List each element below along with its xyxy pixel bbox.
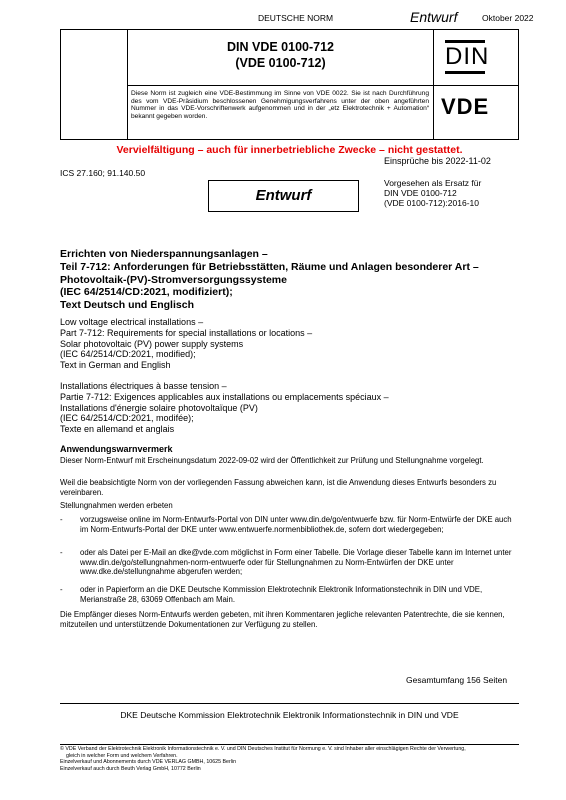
title-line: Photovoltaik-(PV)-Stromversorgungssysteme	[60, 273, 287, 286]
publication-date: Oktober 2022	[482, 13, 534, 23]
page-count: Gesamtumfang 156 Seiten	[406, 675, 508, 685]
footer-line: © VDE Verband der Elektrotechnik Elektronik Informationstechnik e. V. und DIN Deutsches Institut für Normung e. V. sind Inhaber aller einschlägigen Rechte der Verwertung,	[60, 746, 466, 752]
footer-line: Einzelverkauf und Abonnements durch VDE VERLAG GMBH, 10625 Berlin	[60, 759, 237, 766]
title-line: Text in German and English	[60, 360, 171, 371]
title-line: Part 7-712: Requirements for special installations or locations –	[60, 327, 313, 338]
title-french	[60, 381, 522, 435]
list-dash: -	[60, 585, 63, 594]
footer-line: Einzelverkauf auch durch Beuth Verlag GmbH, 10772 Berlin	[60, 766, 201, 773]
title-line: (IEC 64/2514/CD:2021, modifiziert);	[60, 286, 233, 299]
copy-notice: Vervielfältigung – auch für innerbetriebliche Zwecke – nicht gestattet.	[116, 144, 463, 156]
replacement-note	[384, 178, 481, 208]
din-logo	[445, 40, 490, 74]
replacement-line: Vorgesehen als Ersatz für	[384, 178, 482, 188]
list-dash: -	[60, 515, 63, 524]
list-dash: -	[60, 548, 63, 557]
title-line: Solar photovoltaic (PV) power supply systems	[60, 338, 244, 349]
title-line: (IEC 64/2514/CD:2021, modified);	[60, 349, 196, 360]
title-line: Text Deutsch und Englisch	[60, 299, 194, 312]
title-line: Installations électriques à basse tension –	[60, 381, 227, 391]
title-line: Partie 7-712: Exigences applicables aux installations ou emplacements spéciaux –	[60, 391, 389, 402]
title-line: Low voltage electrical installations –	[60, 317, 204, 327]
document-type-label: DEUTSCHE NORM	[258, 13, 334, 23]
draft-label: Entwurf	[410, 9, 458, 25]
patent-notice: Die Empfänger dieses Norm-Entwurfs werden gebeten, mit ihren Kommentaren jegliche relevanten Patentrechte, die sie kennen, mitzuteilen und unterstützende Dokumentationen zur Verfügung zu stellen.	[60, 610, 505, 629]
title-line: Teil 7-712: Anforderungen für Betriebsstätten, Räume und Anlagen besonderer Art –	[60, 260, 479, 273]
replacement-line: (VDE 0100-712):2016-10	[384, 198, 479, 208]
objection-deadline: Einsprüche bis 2022-11-02	[384, 156, 491, 166]
title-line: Texte en allemand et anglais	[60, 424, 175, 435]
vde-number: (VDE 0100-712)	[235, 56, 326, 70]
divider	[127, 85, 518, 86]
list-item-text: oder als Datei per E-Mail an dke@vde.com möglichst in Form einer Tabelle. Die Vorlage dieser Tabelle kann im Internet unter www.din.de/go/stellungnahmen-norm-entwuerfe oder für Stellungnahmen zu Norm-Entwürfen der DKE unter www.dke.de/stellungnahme abgerufen werden;	[80, 548, 512, 577]
title-english	[60, 317, 522, 371]
standard-number: DIN VDE 0100-712	[226, 40, 334, 54]
divider	[60, 703, 519, 704]
footer	[60, 746, 540, 773]
title-line: Installations d'énergie solaire photovoltaïque (PV)	[60, 402, 258, 413]
din-logo-text: DIN	[445, 43, 490, 70]
list-item-text: oder in Papierform an die DKE Deutsche Kommission Elektrotechnik Elektronik Informationstechnik in DIN und VDE, Merianstraße 28, 63069 Offenbach am Main.	[80, 585, 483, 604]
title-box	[60, 29, 519, 140]
title-line: (IEC 64/2514/CD:2021, modifée);	[60, 413, 194, 424]
footer-line: gleich in welcher Form und welchem Verfahren.	[66, 752, 178, 759]
logo-bar	[445, 71, 485, 74]
divider	[60, 744, 519, 745]
vde-logo: VDE	[441, 94, 490, 119]
comments-intro: Stellungnahmen werden erbeten	[60, 501, 173, 510]
dke-line: DKE Deutsche Kommission Elektrotechnik Elektronik Informationstechnik in DIN und VDE	[120, 710, 459, 720]
warning-heading: Anwendungswarnvermerk	[60, 444, 173, 454]
warning-paragraph: Weil die beabsichtigte Norm von der vorliegenden Fassung abweichen kann, ist die Anwendung dieses Entwurfs besonders zu vereinbaren.	[60, 478, 497, 497]
replacement-line: DIN VDE 0100-712	[384, 188, 457, 198]
list-item-text: vorzugsweise online im Norm-Entwurfs-Portal von DIN unter www.din.de/go/entwuerfe bzw. für Norm-Entwürfe der DKE auch im Norm-Entwurfs-Portal der DKE unter www.entwuerfe.normenbibliothek.de, sofern dort wiedergegeben;	[80, 515, 512, 534]
ics-code: ICS 27.160; 91.140.50	[60, 168, 146, 178]
title-german	[60, 248, 522, 312]
draft-box: Entwurf	[208, 180, 359, 212]
vde-info-text: Diese Norm ist zugleich eine VDE-Bestimmung im Sinne von VDE 0022. Sie ist nach Durchführung des vom VDE-Präsidium beschlossenen Genehmigungsverfahrens unter der oben angeführten Nummer in das VDE-Vorschriftenwerk aufgenommen und in der „etz Elektrotechnik + Automation“ bekannt gegeben worden.	[131, 90, 429, 120]
warning-paragraph: Dieser Norm-Entwurf mit Erscheinungsdatum 2022-09-02 wird der Öffentlichkeit zur Prüfung und Stellungnahme vorgelegt.	[60, 456, 484, 465]
title-line: Errichten von Niederspannungsanlagen –	[60, 248, 268, 260]
